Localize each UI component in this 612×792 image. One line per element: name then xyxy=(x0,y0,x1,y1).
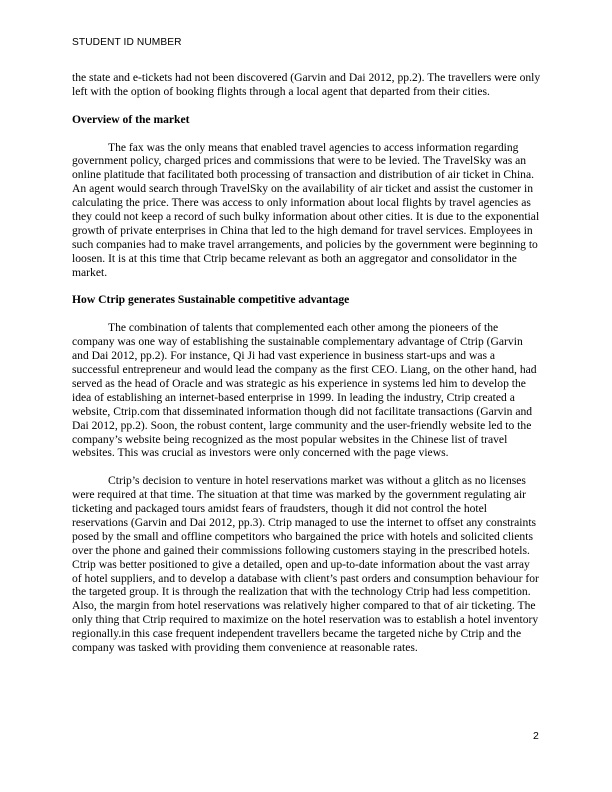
overview-heading: Overview of the market xyxy=(72,112,190,126)
spacer xyxy=(72,307,542,321)
intro-continuation-paragraph: the state and e-tickets had not been discovered (Garvin and Dai 2012, pp.2). The travellers were only left with the option of booking flights through a local agent that departed from their cities. xyxy=(72,71,541,98)
page-number: 2 xyxy=(533,730,539,742)
spacer xyxy=(72,460,542,474)
overview-paragraph: The fax was the only means that enabled travel agencies to access information regarding government policy, charged prices and commissions that were to be levied. The TravelSky was an online platitude that facilitated both processing of transaction and distribution of air ticket in China. An agent would search through TravelSky on the availability of air ticket and assist the customer in calculating the price. There was access to only information about local flights by travel agencies as they could not keep a record of such bulky information about other cities. It is due to the exponential growth of private enterprises in China that led to the high demand for travel services. Employees in such companies had to make travel arrangements, and policies by the government were beginning to loosen. It is at this time that Ctrip became relevant as both an aggregator and consolidator in the market. xyxy=(72,140,540,279)
advantage-heading: How Ctrip generates Sustainable competitive advantage xyxy=(72,293,350,307)
advantage-paragraph-2: Ctrip’s decision to venture in hotel reservations market was without a glitch as no licenses were required at that time. The situation at that time was marked by the government regulating air ticketing and packaged tours amidst fears of fraudsters, though it did not control the hotel reservations (Garvin and Dai 2012, pp.3). Ctrip managed to use the internet to offset any constraints posed by the small and offline competitors who bargained the price with hotels and solicited clients over the phone and gained their commissions following customers staying in the prescribed hotels. Ctrip was better positioned to give a detailed, open and up-to-date information about the vast array of hotel suppliers, and to develop a database with client’s past orders and consumption behaviour for the targeted group. It is through the realization that with the technology Ctrip had less competition. Also, the margin from hotel reservations was relatively higher compared to that of air ticketing. The only thing that Ctrip required to maximize on the hotel reservation was to establish a hotel inventory regionally.in this case frequent independent travellers became the targeted niche by Ctrip and the company was tasked with providing them convenience at reasonable rates. xyxy=(72,474,539,655)
running-head: STUDENT ID NUMBER xyxy=(72,37,182,48)
spacer xyxy=(72,280,542,294)
advantage-paragraph-1: The combination of talents that complemented each other among the pioneers of the company was one way of establishing the sustainable complementary advantage of Ctrip (Garvin and Dai 2012, pp.2). For instance, Qi Ji had vast experience in business start-ups and was a successful entrepreneur and would lead the company as the first CEO. Liang, on the other hand, had served as the head of Oracle and was strategic as his experience in systems led him to develop the idea of establishing an internet-based enterprise in 1999. In leading the industry, Ctrip created a website, Ctrip.com that disseminated information though did not facilitate transactions (Garvin and Dai 2012, pp.2). Soon, the robust content, large community and the user-friendly website led to the company’s website being recognized as the most popular websites in the Chinese list of travel websites. This was crucial as investors were only concerned with the page views. xyxy=(72,321,537,460)
spacer xyxy=(72,99,542,113)
spacer xyxy=(72,127,542,141)
document-body xyxy=(72,71,542,655)
